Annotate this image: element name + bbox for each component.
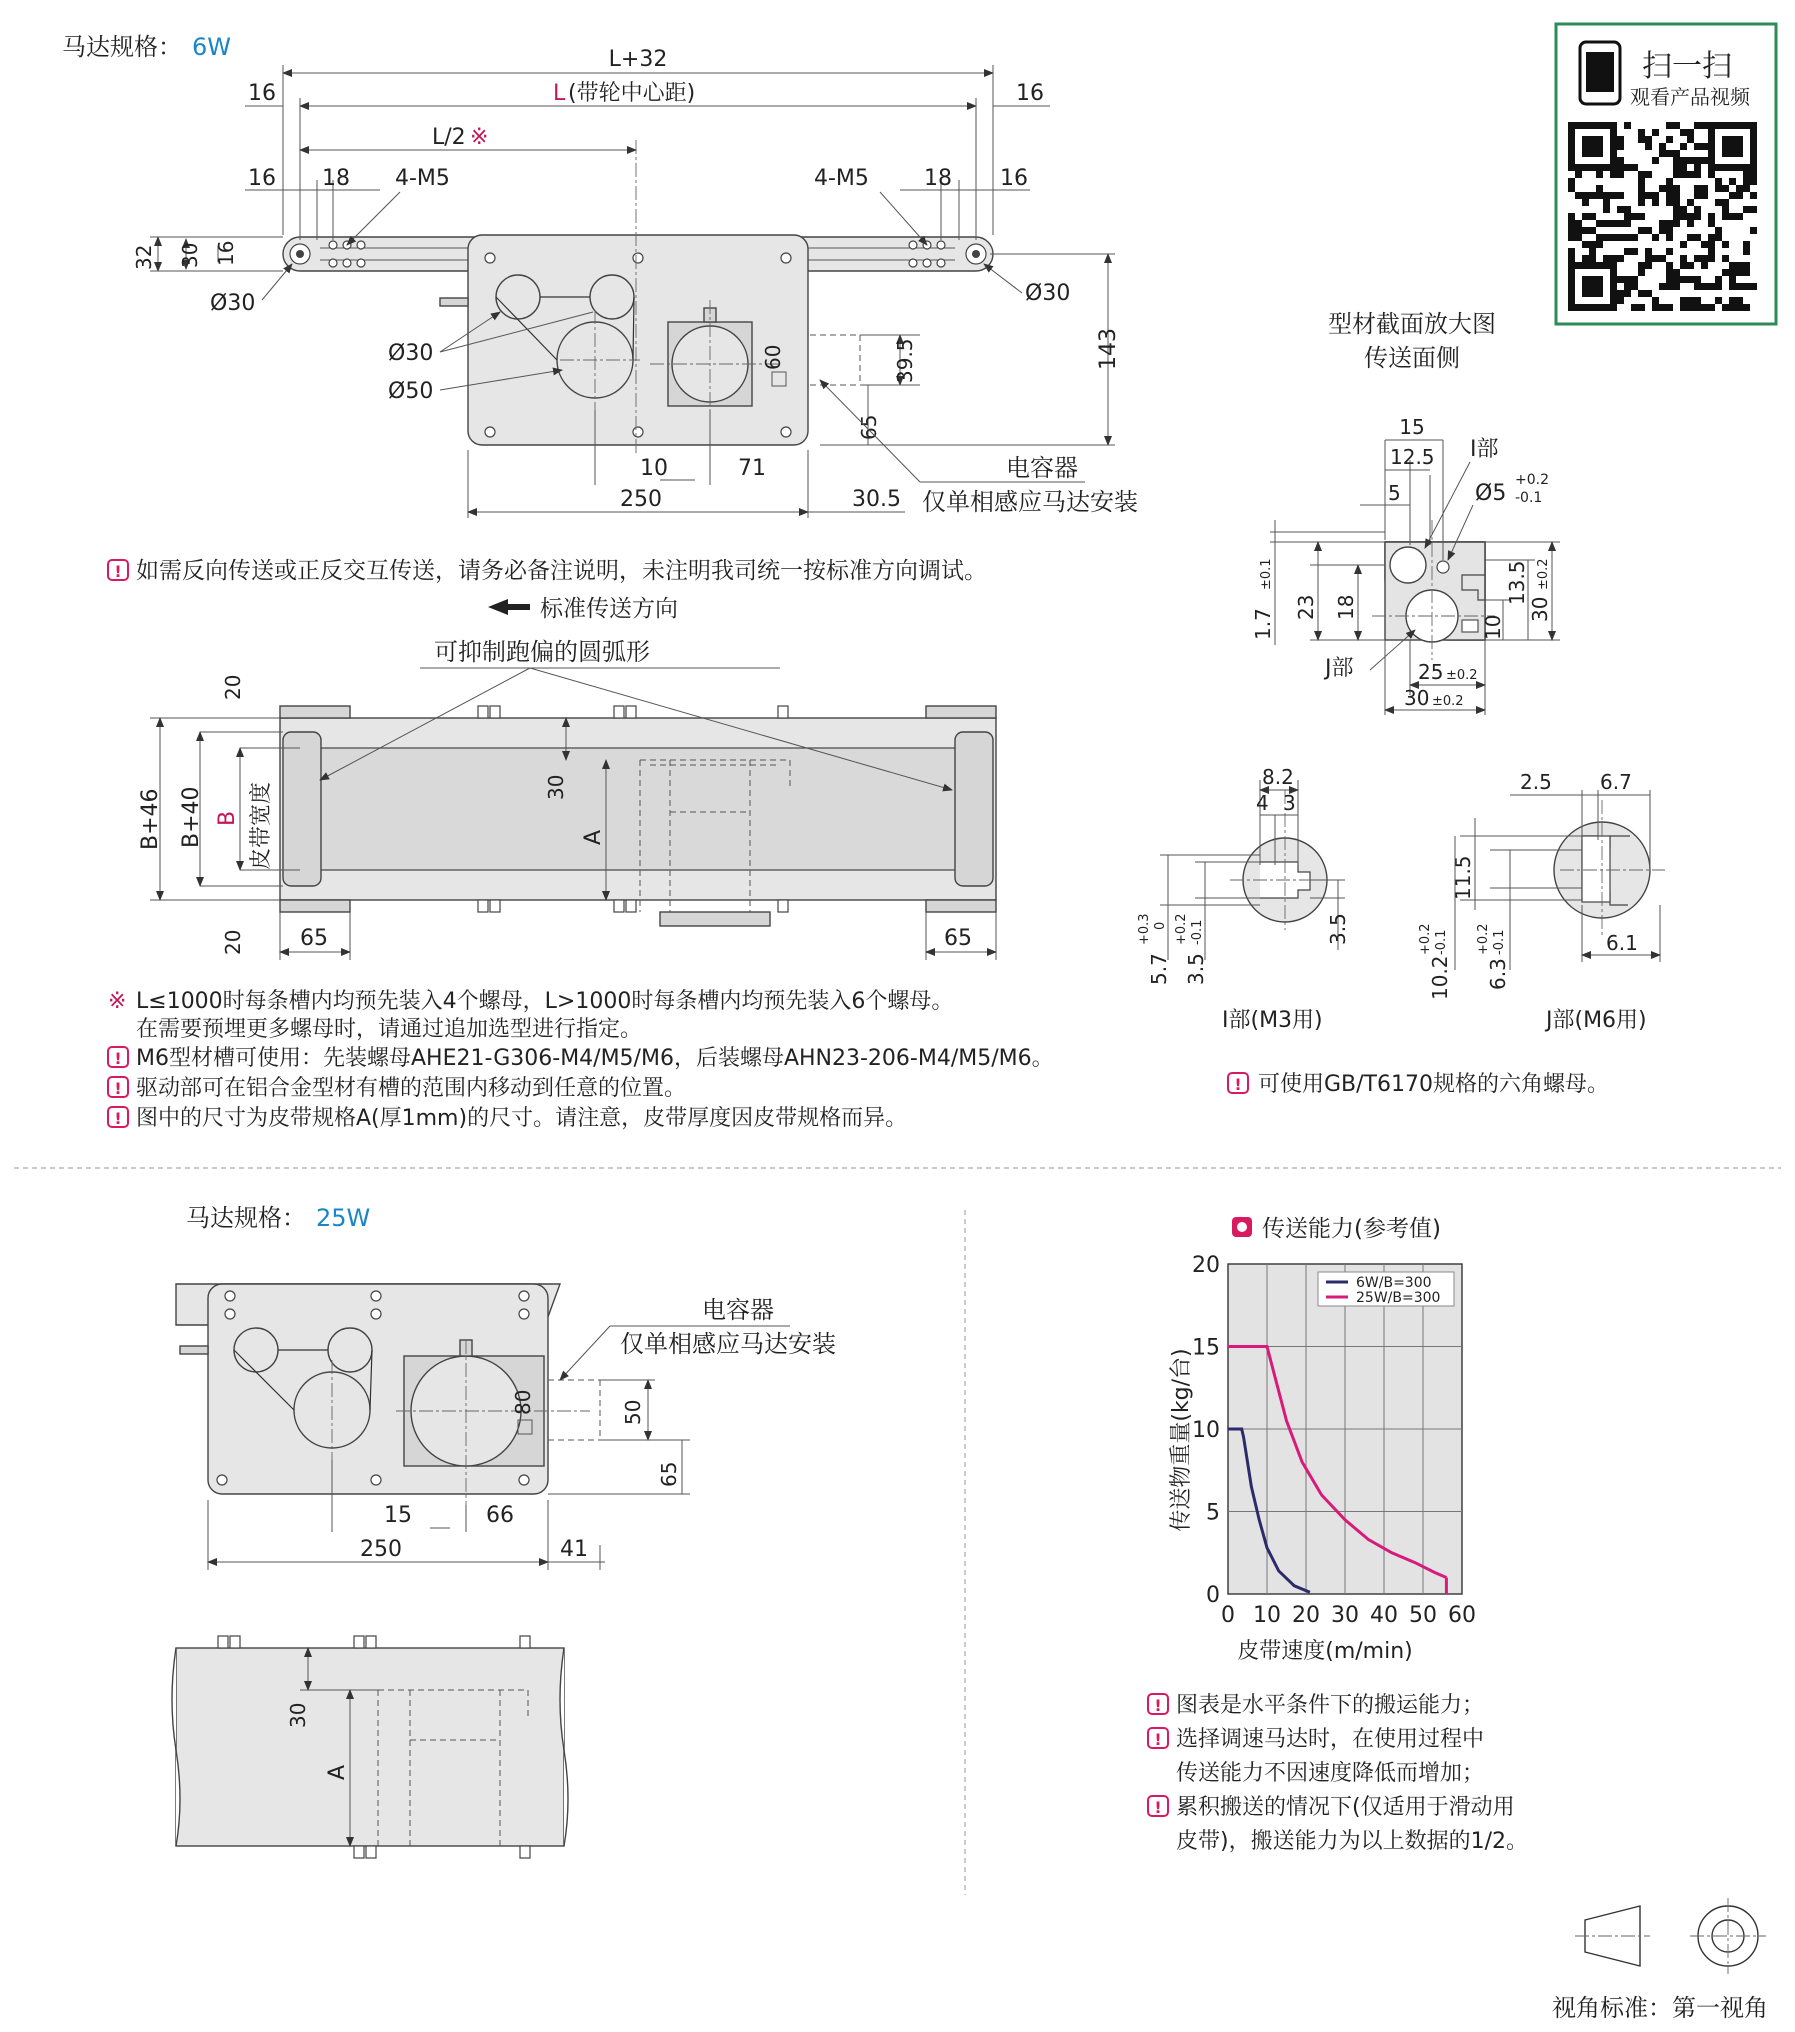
svg-text:在需要预埋更多螺母时，请通过追加选型进行指定。: 在需要预埋更多螺母时，请通过追加选型进行指定。 bbox=[136, 1017, 643, 1042]
chart-ylabel: 传送物重量(kg/台) bbox=[1169, 1348, 1194, 1532]
svg-text:※: ※ bbox=[108, 989, 127, 1014]
svg-text:16: 16 bbox=[248, 166, 276, 191]
svg-text:±0.2: ±0.2 bbox=[1432, 694, 1464, 709]
svg-text:视角标准：第一视角: 视角标准：第一视角 bbox=[1552, 1994, 1768, 2022]
svg-text:+0.3: +0.3 bbox=[1137, 913, 1152, 945]
chart-y-ticks bbox=[1192, 1253, 1220, 1608]
svg-text:+0.2: +0.2 bbox=[1515, 472, 1549, 488]
svg-text:30: 30 bbox=[1528, 596, 1552, 622]
svg-text:4: 4 bbox=[1256, 791, 1269, 815]
svg-text:1.7: 1.7 bbox=[1251, 608, 1275, 640]
svg-text:B+46: B+46 bbox=[138, 788, 163, 850]
svg-text:50: 50 bbox=[621, 1399, 645, 1425]
svg-text:±0.2: ±0.2 bbox=[1446, 668, 1478, 683]
svg-text:0: 0 bbox=[1153, 921, 1168, 930]
svg-text:I部: I部 bbox=[1470, 437, 1499, 462]
svg-text:18: 18 bbox=[924, 166, 952, 191]
svg-text:!: ! bbox=[114, 562, 122, 581]
chart-xlabel: 皮带速度(m/min) bbox=[1237, 1639, 1413, 1664]
chart-x-tick: 60 bbox=[1448, 1603, 1476, 1628]
svg-text:30: 30 bbox=[1404, 686, 1430, 710]
svg-text:!: ! bbox=[114, 1079, 122, 1098]
svg-text:20: 20 bbox=[221, 929, 245, 955]
svg-text:仅单相感应马达安装: 仅单相感应马达安装 bbox=[922, 488, 1138, 516]
plan-view-25w bbox=[172, 1636, 568, 1858]
note-reverse bbox=[108, 558, 987, 584]
legend-25w: 25W/B=300 bbox=[1356, 1290, 1441, 1306]
svg-text:11.5: 11.5 bbox=[1451, 855, 1475, 900]
chart-x-tick: 20 bbox=[1292, 1603, 1320, 1628]
svg-text:(带轮中心距): (带轮中心距) bbox=[568, 81, 696, 106]
svg-text:图中的尺寸为皮带规格A(厚1mm)的尺寸。请注意，皮带厚度因: 图中的尺寸为皮带规格A(厚1mm)的尺寸。请注意，皮带厚度因皮带规格而异。 bbox=[136, 1106, 908, 1131]
svg-text:143: 143 bbox=[1096, 328, 1121, 370]
svg-text:扫一扫: 扫一扫 bbox=[1642, 49, 1732, 84]
idler-pulley-2 bbox=[590, 275, 634, 319]
view-standard bbox=[1552, 1898, 1768, 2022]
svg-text:4-M5: 4-M5 bbox=[814, 166, 869, 191]
svg-text:可抑制跑偏的圆弧形: 可抑制跑偏的圆弧形 bbox=[434, 638, 650, 666]
svg-text:25W: 25W bbox=[316, 1204, 371, 1232]
svg-text:B: B bbox=[215, 810, 240, 826]
chart-grid bbox=[1228, 1264, 1462, 1594]
svg-text:16: 16 bbox=[214, 240, 238, 266]
svg-text:10: 10 bbox=[640, 456, 668, 481]
svg-text:可使用GB/T6170规格的六角螺母。: 可使用GB/T6170规格的六角螺母。 bbox=[1258, 1072, 1609, 1097]
svg-text:M6型材槽可使用：先装螺母AHE21-G306-M4/M5/: M6型材槽可使用：先装螺母AHE21-G306-M4/M5/M6，后装螺母AHN23-206-M4/M5/M6。 bbox=[136, 1046, 1054, 1071]
idler-pulley-1 bbox=[496, 275, 540, 319]
svg-text:16: 16 bbox=[1000, 166, 1028, 191]
qr-panel[interactable] bbox=[1556, 24, 1776, 324]
svg-text:+0.2: +0.2 bbox=[1476, 923, 1491, 955]
svg-text:15: 15 bbox=[384, 1503, 412, 1528]
svg-text:累积搬送的情况下(仅适用于滑动用: 累积搬送的情况下(仅适用于滑动用 bbox=[1176, 1795, 1515, 1820]
svg-text:-0.1: -0.1 bbox=[1515, 490, 1543, 506]
motor-6w-heading bbox=[62, 33, 231, 61]
svg-text:65: 65 bbox=[857, 414, 881, 440]
svg-text:选择调速马达时，在使用过程中: 选择调速马达时，在使用过程中 bbox=[1176, 1727, 1485, 1752]
svg-text:-0.1: -0.1 bbox=[1434, 929, 1449, 955]
svg-text:B+40: B+40 bbox=[179, 786, 204, 848]
notes-top bbox=[108, 989, 1054, 1131]
svg-text:Ø30: Ø30 bbox=[1025, 281, 1071, 306]
svg-text:传送能力不因速度降低而增加；: 传送能力不因速度降低而增加； bbox=[1176, 1761, 1485, 1786]
svg-text:2.5: 2.5 bbox=[1520, 770, 1552, 794]
svg-text:±0.2: ±0.2 bbox=[1536, 558, 1551, 590]
svg-text:80: 80 bbox=[511, 1389, 535, 1415]
svg-text:71: 71 bbox=[738, 456, 766, 481]
svg-text:型材截面放大图: 型材截面放大图 bbox=[1328, 310, 1496, 338]
motor-25w-heading bbox=[186, 1204, 370, 1232]
svg-text:13.5: 13.5 bbox=[1505, 560, 1529, 605]
capacity-chart bbox=[1169, 1216, 1476, 1664]
svg-text:※: ※ bbox=[470, 125, 489, 150]
svg-text:23: 23 bbox=[1294, 594, 1318, 620]
svg-text:L+32: L+32 bbox=[608, 47, 668, 72]
direction-indicator bbox=[488, 596, 678, 622]
svg-text:!: ! bbox=[1234, 1075, 1242, 1094]
chart-x-tick: 40 bbox=[1370, 1603, 1398, 1628]
svg-text:+0.2: +0.2 bbox=[1418, 923, 1433, 955]
detail-i bbox=[1137, 765, 1350, 1033]
svg-text:-0.1: -0.1 bbox=[1190, 919, 1205, 945]
svg-text:66: 66 bbox=[486, 1503, 514, 1528]
svg-text:!: ! bbox=[114, 1109, 122, 1128]
chart-y-tick: 5 bbox=[1206, 1500, 1220, 1526]
svg-text:39.5: 39.5 bbox=[893, 338, 917, 383]
svg-text:如需反向传送或正反交互传送，请务必备注说明，未注明我司统一按: 如需反向传送或正反交互传送，请务必备注说明，未注明我司统一按标准方向调试。 bbox=[136, 558, 987, 584]
svg-text:65: 65 bbox=[300, 926, 328, 951]
svg-text:皮带宽度: 皮带宽度 bbox=[249, 781, 274, 870]
svg-text:5.7: 5.7 bbox=[1147, 953, 1171, 985]
svg-text:Ø30: Ø30 bbox=[388, 341, 434, 366]
svg-text:16: 16 bbox=[1016, 81, 1044, 106]
chart-x-tick: 0 bbox=[1221, 1603, 1235, 1628]
svg-text:±0.1: ±0.1 bbox=[1259, 558, 1274, 590]
svg-text:10: 10 bbox=[1481, 614, 1505, 640]
svg-text:传送面侧: 传送面侧 bbox=[1364, 344, 1460, 372]
chart-x-tick: 30 bbox=[1331, 1603, 1359, 1628]
svg-text:18: 18 bbox=[322, 166, 350, 191]
svg-text:仅单相感应马达安装: 仅单相感应马达安装 bbox=[620, 1330, 836, 1358]
svg-text:Ø5: Ø5 bbox=[1475, 481, 1507, 506]
svg-text:18: 18 bbox=[1334, 594, 1358, 620]
svg-text:图表是水平条件下的搬运能力；: 图表是水平条件下的搬运能力； bbox=[1176, 1693, 1485, 1718]
svg-text:5: 5 bbox=[1388, 481, 1401, 505]
svg-text:观看产品视频: 观看产品视频 bbox=[1630, 85, 1750, 109]
chart-y-tick: 15 bbox=[1192, 1335, 1220, 1361]
svg-text:15: 15 bbox=[1399, 415, 1425, 439]
chart-title: 传送能力(参考值) bbox=[1262, 1216, 1441, 1242]
svg-text:L/2: L/2 bbox=[432, 125, 466, 150]
svg-text:驱动部可在铝合金型材有槽的范围内移动到任意的位置。: 驱动部可在铝合金型材有槽的范围内移动到任意的位置。 bbox=[136, 1076, 687, 1101]
plan-view-6w bbox=[280, 706, 996, 926]
svg-text:6.1: 6.1 bbox=[1606, 931, 1638, 955]
chart-x-tick: 10 bbox=[1253, 1603, 1281, 1628]
svg-text:6.3: 6.3 bbox=[1486, 958, 1510, 990]
svg-text:250: 250 bbox=[620, 487, 662, 512]
chart-legend bbox=[1318, 1272, 1454, 1306]
svg-text:3.5: 3.5 bbox=[1326, 913, 1350, 945]
svg-text:32: 32 bbox=[132, 244, 156, 270]
svg-text:A: A bbox=[581, 829, 606, 845]
chart-x-tick: 50 bbox=[1409, 1603, 1437, 1628]
svg-text:6W: 6W bbox=[192, 33, 231, 61]
svg-text:Ø50: Ø50 bbox=[388, 379, 434, 404]
svg-text:16: 16 bbox=[248, 81, 276, 106]
svg-text:12.5: 12.5 bbox=[1390, 445, 1435, 469]
svg-text:!: ! bbox=[1154, 1798, 1162, 1817]
svg-text:皮带)，搬送能力为以上数据的1/2。: 皮带)，搬送能力为以上数据的1/2。 bbox=[1176, 1829, 1528, 1854]
svg-text:41: 41 bbox=[560, 1537, 588, 1562]
front-view-25w bbox=[176, 1284, 600, 1505]
chart-x-ticks bbox=[1221, 1603, 1476, 1628]
front-view-6w bbox=[283, 140, 993, 470]
svg-text:65: 65 bbox=[944, 926, 972, 951]
svg-text:J部(M6用): J部(M6用) bbox=[1546, 1008, 1647, 1033]
svg-text:60: 60 bbox=[761, 344, 785, 370]
svg-text:30: 30 bbox=[286, 1702, 310, 1728]
svg-text:I部(M3用): I部(M3用) bbox=[1222, 1008, 1323, 1033]
chart-y-tick: 20 bbox=[1192, 1253, 1220, 1278]
detail-j bbox=[1418, 770, 1665, 1033]
svg-text:Ø30: Ø30 bbox=[210, 291, 256, 316]
svg-text:J部: J部 bbox=[1325, 656, 1354, 681]
svg-text:25: 25 bbox=[1418, 660, 1444, 684]
svg-text:250: 250 bbox=[360, 1537, 402, 1562]
svg-text:电容器: 电容器 bbox=[702, 1296, 774, 1324]
svg-text:-0.1: -0.1 bbox=[1492, 929, 1507, 955]
svg-text:马达规格：: 马达规格： bbox=[62, 33, 182, 61]
svg-text:3: 3 bbox=[1283, 791, 1296, 815]
svg-text:10.2: 10.2 bbox=[1428, 955, 1452, 1000]
chart-y-tick: 0 bbox=[1206, 1583, 1220, 1608]
svg-text:30: 30 bbox=[544, 774, 568, 800]
svg-text:20: 20 bbox=[221, 674, 245, 700]
svg-text:!: ! bbox=[114, 1049, 122, 1068]
svg-text:8.2: 8.2 bbox=[1262, 765, 1294, 789]
svg-text:A: A bbox=[325, 1764, 350, 1780]
chart-y-tick: 10 bbox=[1192, 1418, 1220, 1443]
drive-plate bbox=[468, 235, 808, 445]
legend-6w: 6W/B=300 bbox=[1356, 1275, 1432, 1291]
svg-text:3.5: 3.5 bbox=[1184, 953, 1208, 985]
svg-text:+0.2: +0.2 bbox=[1174, 913, 1189, 945]
svg-text:!: ! bbox=[1154, 1696, 1162, 1715]
svg-text:L≤1000时每条槽内均预先装入4个螺母，L>1000时每条: L≤1000时每条槽内均预先装入4个螺母，L>1000时每条槽内均预先装入6个螺母。 bbox=[136, 989, 954, 1014]
svg-text:马达规格：: 马达规格： bbox=[186, 1204, 306, 1232]
direction-arrow-icon bbox=[488, 599, 530, 615]
svg-text:标准传送方向: 标准传送方向 bbox=[540, 596, 678, 622]
qr-code-icon bbox=[1568, 122, 1757, 311]
svg-text:30: 30 bbox=[178, 242, 202, 268]
svg-text:30.5: 30.5 bbox=[852, 487, 901, 512]
svg-text:6.7: 6.7 bbox=[1600, 770, 1632, 794]
svg-text:4-M5: 4-M5 bbox=[395, 166, 450, 191]
note-hex-nut bbox=[1228, 1072, 1609, 1097]
svg-text:65: 65 bbox=[657, 1461, 681, 1487]
svg-text:!: ! bbox=[1154, 1730, 1162, 1749]
svg-text:电容器: 电容器 bbox=[1006, 454, 1078, 482]
svg-text:L: L bbox=[553, 81, 566, 106]
chart-notes bbox=[1148, 1693, 1528, 1854]
